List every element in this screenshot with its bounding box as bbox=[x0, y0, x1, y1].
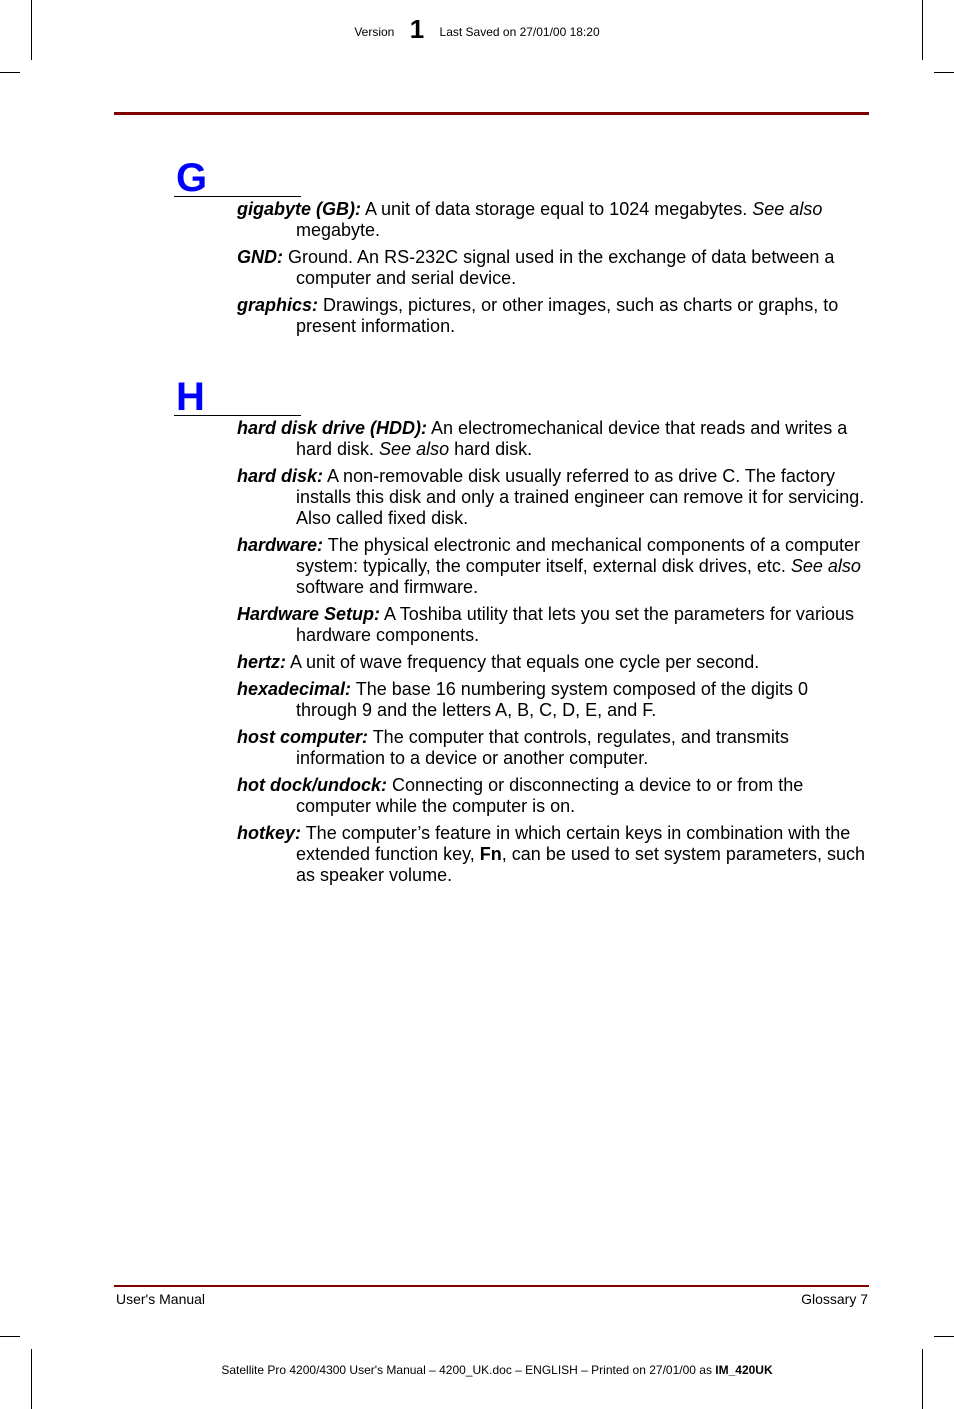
see-also-text: See also bbox=[752, 199, 823, 219]
glossary-term: Hardware Setup: bbox=[237, 604, 381, 624]
footer-manual-title: User's Manual bbox=[116, 1291, 206, 1307]
section-g bbox=[174, 158, 874, 343]
definition-text: A Toshiba utility that lets you set the parameters for various hardware components. bbox=[296, 604, 854, 645]
section-letter: G bbox=[174, 158, 301, 197]
glossary-term: host computer: bbox=[237, 727, 369, 747]
crop-mark bbox=[934, 72, 954, 73]
definition-text: software and firmware. bbox=[296, 577, 479, 597]
glossary-entry bbox=[237, 199, 870, 241]
glossary-entry bbox=[237, 679, 870, 721]
definition-text: The computer that controls, regulates, and transmits information to a device or another computer. bbox=[296, 727, 789, 768]
crop-mark bbox=[31, 1349, 32, 1409]
definition-text: A unit of data storage equal to 1024 megabytes. bbox=[361, 199, 753, 219]
definition-text: The computer’s feature in which certain keys in combination with the extended function key, bbox=[296, 823, 851, 864]
glossary-term: hot dock/undock: bbox=[237, 775, 387, 795]
definition-text: megabyte. bbox=[296, 220, 381, 240]
glossary-entry bbox=[237, 727, 870, 769]
section-letter: H bbox=[174, 377, 301, 416]
definition-text: , can be used to set system parameters, such as speaker volume. bbox=[296, 844, 865, 885]
glossary-term: gigabyte (GB): bbox=[237, 199, 361, 219]
glossary-entry bbox=[237, 652, 870, 673]
glossary-entry bbox=[237, 295, 870, 337]
version-number: 1 bbox=[409, 13, 425, 44]
glossary-entry bbox=[237, 535, 870, 598]
crop-mark bbox=[0, 72, 20, 73]
glossary-term: GND: bbox=[237, 247, 283, 267]
section-h bbox=[174, 377, 874, 892]
glossary-entry bbox=[237, 604, 870, 646]
glossary-list bbox=[174, 199, 874, 337]
glossary-entry bbox=[237, 823, 870, 886]
print-info-text: Satellite Pro 4200/4300 User's Manual – 4200_UK.doc – ENGLISH – Printed on 27/01/00 as bbox=[221, 1363, 716, 1377]
glossary-term: hexadecimal: bbox=[237, 679, 352, 699]
crop-mark bbox=[0, 1336, 20, 1337]
definition-text: Drawings, pictures, or other images, such as charts or graphs, to present information. bbox=[296, 295, 839, 336]
definition-text: An electromechanical device that reads and writes a hard disk. bbox=[296, 418, 848, 459]
glossary-term: hotkey: bbox=[237, 823, 302, 843]
see-also-text: See also bbox=[379, 439, 450, 459]
glossary-list bbox=[174, 418, 874, 886]
definition-text: The base 16 numbering system composed of the digits 0 through 9 and the letters A, B, C, D, E, and F. bbox=[296, 679, 808, 720]
footer-page-label: Glossary 7 bbox=[801, 1291, 868, 1307]
glossary-entry bbox=[237, 466, 870, 529]
crop-mark bbox=[934, 1336, 954, 1337]
definition-text: hard disk. bbox=[449, 439, 533, 459]
crop-mark bbox=[922, 1349, 923, 1409]
glossary-term: hard disk: bbox=[237, 466, 324, 486]
header-rule bbox=[114, 112, 869, 115]
glossary-entry bbox=[237, 418, 870, 460]
glossary-entry bbox=[237, 247, 870, 289]
glossary-entry bbox=[237, 775, 870, 817]
key-name: Fn bbox=[479, 844, 502, 864]
definition-text: A unit of wave frequency that equals one cycle per second. bbox=[286, 652, 760, 672]
definition-text: A non-removable disk usually referred to as drive C. The factory installs this disk and only a trained engineer can remove it for servicing. Also called fixed disk. bbox=[296, 466, 865, 528]
definition-text: The physical electronic and mechanical components of a computer system: typically, the computer itself, external disk drives, etc. bbox=[296, 535, 860, 576]
version-header bbox=[0, 13, 954, 45]
last-saved: Last Saved on 27/01/00 18:20 bbox=[439, 24, 600, 39]
glossary-term: graphics: bbox=[237, 295, 319, 315]
print-code: IM_420UK bbox=[715, 1363, 773, 1377]
glossary-term: hardware: bbox=[237, 535, 324, 555]
definition-text: Ground. An RS-232C signal used in the exchange of data between a computer and serial device. bbox=[283, 247, 835, 288]
footer-rule bbox=[114, 1285, 869, 1287]
definition-text: Connecting or disconnecting a device to or from the computer while the computer is on. bbox=[296, 775, 804, 816]
see-also-text: See also bbox=[790, 556, 861, 576]
print-info bbox=[0, 1363, 954, 1377]
glossary-term: hertz: bbox=[237, 652, 286, 672]
version-label: Version bbox=[354, 24, 395, 39]
glossary-term: hard disk drive (HDD): bbox=[237, 418, 428, 438]
